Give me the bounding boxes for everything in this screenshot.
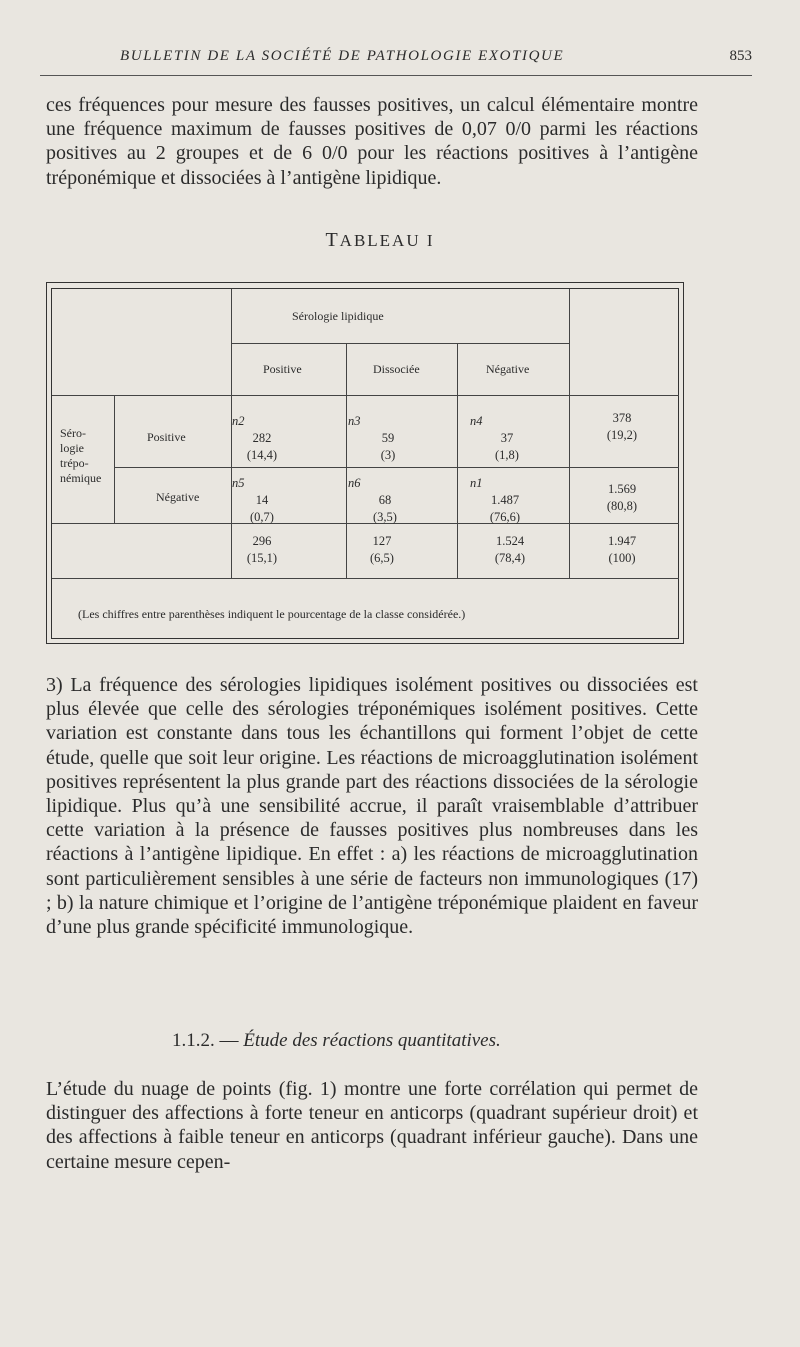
row-divider <box>52 578 679 579</box>
table-total-cell: 1.524 (78,4) <box>494 534 526 565</box>
page-number: 853 <box>729 48 752 64</box>
paragraph-intro: ces fréquences pour mesure des fausses positives, un calcul élémentaire montre une fréquence maximum de fausses positives de 0,07 0/0 parmi les réactions positives au 2 groupes et de 6 0/0 pour les réactions positives à l’antigène tréponémique et dissociées à l’antigène lipidique. <box>46 94 698 189</box>
col-divider <box>457 343 458 578</box>
row-label-divider <box>114 395 115 523</box>
table-inner-border <box>51 288 679 639</box>
col-divider <box>346 343 347 578</box>
row-divider <box>52 395 679 396</box>
table-total-cell: 1.947 (100) <box>607 534 637 565</box>
col-header-negative: Négative <box>486 362 530 376</box>
paragraph-quantitative: L’étude du nuage de points (fig. 1) montre une forte corrélation qui permet de distinguer des affections à forte teneur en anticorps (quadrant supérieur droit) et des affections à faible teneur en anticorps (quadrant inférieur gauche). Dans une certaine mesure cepen- <box>46 1078 698 1173</box>
table-cell: n2 282 (14,4) <box>232 414 278 462</box>
table-note: (Les chiffres entre parenthèses indiquent le pourcentage de la classe considérée.) <box>78 607 466 621</box>
table-total-cell: 296 (15,1) <box>246 534 278 565</box>
table-cell: n4 37 (1,8) <box>470 414 519 462</box>
col-header-positive: Positive <box>263 362 302 376</box>
row-label-positive: Positive <box>147 430 186 444</box>
table-cell: n3 59 (3) <box>348 414 396 462</box>
running-header <box>40 48 752 78</box>
table-title: TABLEAU I <box>325 229 435 251</box>
table-1 <box>46 282 684 644</box>
col-header-dissociee: Dissociée <box>373 362 420 376</box>
paragraph-3-point: 3) La fréquence des sérologies lipidiques isolément positives ou dissociées est plus élevée que celle des sérologies tréponémiques isolément positives. Cette variation est constante dans tous les échantillons qui forment l’objet de cette étude, quelle que soit leur origine. Les réactions de microagglutination isolément positives représentent la plus grande part des réactions dissociées de la sérologie lipidique. Plus qu’à une sensibilité accrue, il paraît vraisemblable d’attribuer cette variation à la présence de fausses positives plus nombreuses dans les réactions à l’antigène lipidique. En effet : a) les réactions de microagglutination sont particulièrement sensibles à une série de facteurs non immunologiques (17) ; b) la nature chimique et l’origine de l’antigène tréponémique plaident en faveur d’une plus grande spécificité immunologique. <box>46 674 698 939</box>
row-divider <box>232 343 569 344</box>
header-rule <box>40 75 752 76</box>
table-total-cell: 127 (6,5) <box>370 534 394 565</box>
table-cell: n5 14 (0,7) <box>232 476 274 524</box>
journal-title: BULLETIN DE LA SOCIÉTÉ DE PATHOLOGIE EXOTIQUE <box>120 48 565 64</box>
col-group-header: Sérologie lipidique <box>292 309 384 323</box>
table-cell: n1 1.487 (76,6) <box>470 476 521 524</box>
table-total-cell: 378 (19,2) <box>606 411 638 442</box>
col-divider <box>569 289 570 578</box>
subsection-heading: 1.1.2. — Étude des réactions quantitatives. <box>172 1030 501 1051</box>
row-divider <box>114 467 679 468</box>
table-total-cell: 1.569 (80,8) <box>606 482 638 513</box>
row-label-negative: Négative <box>156 490 200 504</box>
row-group-label: Séro- logie trépo- némique <box>60 426 102 485</box>
table-cell: n6 68 (3,5) <box>348 476 397 524</box>
